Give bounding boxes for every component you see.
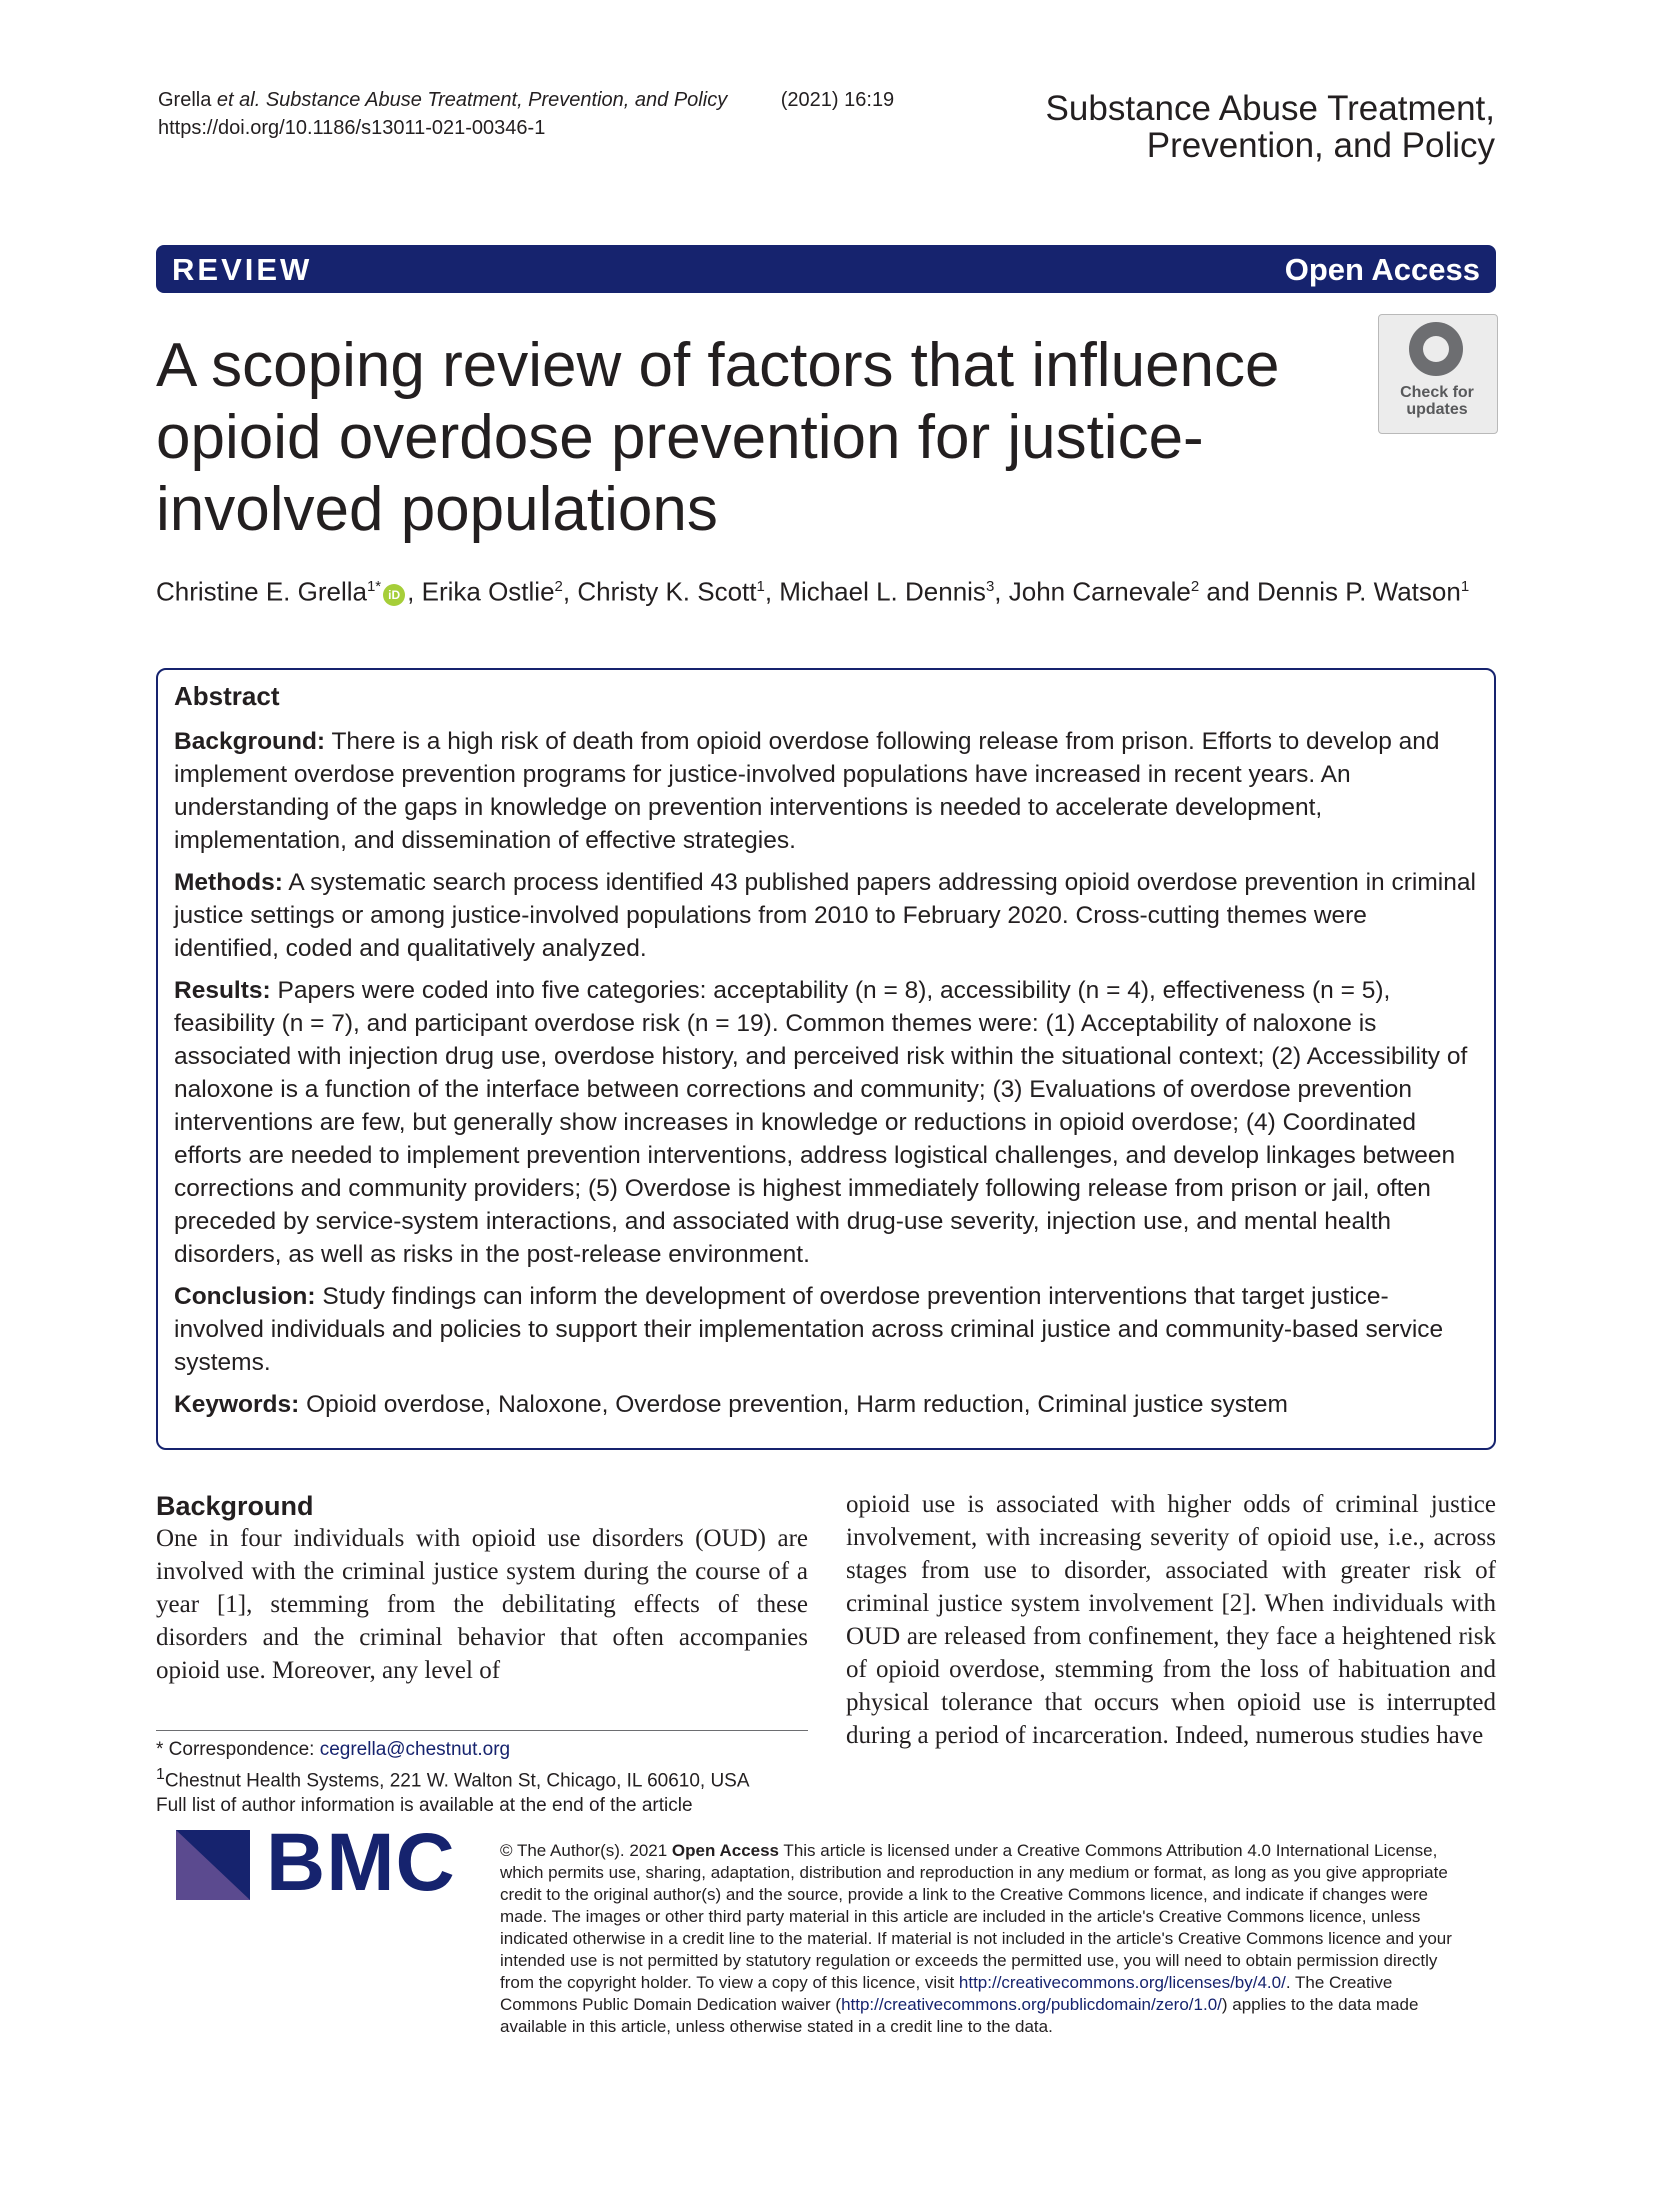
- author-affiliation: 1*: [366, 578, 382, 595]
- article-title: A scoping review of factors that influence opioid overdose prevention for justice-involved populations: [156, 331, 1280, 544]
- journal-name-line1: Substance Abuse Treatment,: [1045, 89, 1495, 128]
- author-affiliation: 1: [1460, 578, 1470, 595]
- citation-line: [158, 86, 894, 114]
- crossmark-icon-inner: [1423, 336, 1449, 362]
- body-paragraph: opioid use is associated with higher odds of criminal justice involvement, with increasing severity of opioid use, i.e., across stages from use to disorder, associated with greater risk of criminal justice system involvement [2]. When individuals with OUD are released from confinement, they face a heightened risk of opioid overdose, stemming from the loss of habituation and physical tolerance that occurs when opioid use is interrupted during a period of incarceration. Indeed, numerous studies have: [846, 1491, 1496, 1749]
- author-list: [156, 567, 1496, 612]
- license-statement: [500, 1840, 1460, 2038]
- author-name[interactable]: Erika Ostlie: [421, 576, 555, 607]
- affiliation-note: [156, 1762, 808, 1793]
- journal-name-line2: Prevention, and Policy: [1146, 126, 1495, 165]
- citation-year: (2021) 16:19: [780, 89, 895, 111]
- author-separator: ,: [407, 576, 422, 607]
- body-column-right: [846, 1488, 1496, 1752]
- author-affiliation: 2: [554, 578, 563, 595]
- citation-authors: Grella: [158, 89, 217, 111]
- author-separator: ,: [764, 576, 780, 607]
- abstract-conclusion-label: Conclusion:: [174, 1283, 316, 1310]
- author-name[interactable]: Michael L. Dennis: [779, 576, 986, 607]
- abstract-keywords-text: Opioid overdose, Naloxone, Overdose prevention, Harm reduction, Criminal justice system: [299, 1391, 1288, 1418]
- affiliation-sup: 1: [156, 1766, 165, 1783]
- doi-link[interactable]: https://doi.org/10.1186/s13011-021-00346-1: [158, 117, 546, 139]
- author-separator: ,: [994, 576, 1009, 607]
- author-name[interactable]: Dennis P. Watson: [1257, 576, 1461, 607]
- abstract-background-label: Background:: [174, 728, 326, 755]
- license-copyright: © The Author(s). 2021: [500, 1841, 672, 1860]
- check-for-updates-label: [1378, 384, 1496, 418]
- author-separator: ,: [562, 576, 578, 607]
- license-cc0-link[interactable]: http://creativecommons.org/publicdomain/zero/1.0/: [841, 1995, 1222, 2014]
- abstract-results-text: Papers were coded into five categories: acceptability (n = 8), accessibility (n = 4), effectiveness (n = 5), feasibility (n = 7), and participant overdose risk (n = 19). Common themes were: (1) Acceptability of naloxone is associated with injection drug use, overdose history, and perceived risk within the situational context; (2) Accessibility of naloxone is a function of the interface between corrections and community; (3) Evaluations of overdose prevention interventions are few, but generally show increases in knowledge or reductions in opioid overdose; (4) Coordinated efforts are needed to implement prevention interventions, address logistical challenges, and develop linkages between corrections and community providers; (5) Overdose is highest immediately following release from prison or jail, often preceded by service-system interactions, and associated with drug-use severity, injection use, and mental health disorders, as well as risks in the post-release environment.: [174, 977, 1468, 1268]
- citation-journal: et al. Substance Abuse Treatment, Prevention, and Policy: [216, 89, 728, 111]
- license-text: . The Creative Commons Public Domain Dedication waiver (: [500, 1973, 1393, 2014]
- correspondence-email-link[interactable]: cegrella@chestnut.org: [319, 1739, 511, 1760]
- abstract-results-label: Results:: [174, 977, 271, 1004]
- author-affiliation: 3: [985, 578, 995, 595]
- abstract-results: [174, 974, 1478, 1271]
- abstract-conclusion-text: Study findings can inform the development of overdose prevention interventions that target justice-involved individuals and policies to support their implementation across criminal justice and community-based service systems.: [174, 1283, 1444, 1376]
- bmc-logo-text: BMC: [266, 1817, 456, 1908]
- bmc-logo-icon: [176, 1830, 250, 1900]
- author-affiliation: 1: [756, 578, 765, 595]
- footnotes: [156, 1737, 808, 1818]
- license-text: ) applies to the data made available in this article, unless otherwise stated in a credit line to the data.: [500, 1995, 1419, 2036]
- abstract-background-text: There is a high risk of death from opioid overdose following release from prison. Efforts to develop and implement overdose prevention programs for justice-involved populations have increased in recent years. An understanding of the gaps in knowledge on prevention interventions is needed to accelerate development, implementation, and dissemination of effective strategies.: [174, 728, 1440, 854]
- abstract-keywords-label: Keywords:: [174, 1391, 300, 1418]
- open-access-label: Open Access: [1284, 252, 1480, 287]
- license-text: This article is licensed under a Creative Commons Attribution 4.0 International License, which permits use, sharing, adaptation, distribution and reproduction in any medium or format, as long as you give appropriate credit to the original author(s) and the source, provide a link to the Creative Commons licence, and indicate if changes were made. The images or other third party material in this article are included in the article's Creative Commons licence, unless indicated otherwise in a credit line to the material. If material is not included in the article's Creative Commons licence and your intended use is not permitted by statutory regulation or exceeds the permitted use, you will need to obtain permission directly from the copyright holder. To view a copy of this licence, visit: [500, 1841, 1452, 1992]
- updates-line2: updates: [1406, 401, 1468, 418]
- abstract-methods-text: A systematic search process identified 43 published papers addressing opioid overdose prevention in criminal justice settings or among justice-involved populations from 2010 to February 2020. Cross-cutting themes were identified, coded and qualitatively analyzed.: [174, 869, 1476, 962]
- journal-name: [935, 90, 1495, 164]
- abstract-conclusion: [174, 1280, 1478, 1379]
- body-paragraph: One in four individuals with opioid use disorders (OUD) are involved with the criminal justice system during the course of a year [1], stemming from the debilitating effects of these disorders and the criminal behavior that often accompanies opioid use. Moreover, any level of: [156, 1525, 808, 1684]
- author-separator: and: [1199, 576, 1258, 607]
- correspondence-label: * Correspondence:: [156, 1739, 320, 1760]
- author-name[interactable]: Christy K. Scott: [577, 576, 757, 607]
- license-open-access: Open Access: [671, 1841, 780, 1860]
- abstract-background: [174, 725, 1478, 857]
- abstract-methods-label: Methods:: [174, 869, 283, 896]
- author-name[interactable]: John Carnevale: [1008, 576, 1191, 607]
- body-column-left: [156, 1522, 808, 1687]
- abstract-keywords: [174, 1388, 1478, 1421]
- affiliation-text: Chestnut Health Systems, 221 W. Walton St, Chicago, IL 60610, USA: [164, 1770, 750, 1792]
- updates-line1: Check for: [1400, 384, 1474, 401]
- footnote-divider: [156, 1730, 808, 1731]
- section-heading-background: Background: [156, 1491, 314, 1521]
- license-cc-by-link[interactable]: http://creativecommons.org/licenses/by/4.0/: [958, 1973, 1286, 1992]
- correspondence-note: [156, 1737, 808, 1762]
- author-info-note: Full list of author information is available at the end of the article: [156, 1795, 693, 1817]
- abstract-content: [174, 680, 1478, 1430]
- orcid-icon[interactable]: iD: [383, 584, 405, 606]
- article-type-label: REVIEW: [172, 252, 313, 287]
- abstract-methods: [174, 866, 1478, 965]
- author-affiliation: 2: [1190, 578, 1200, 595]
- abstract-heading: Abstract: [174, 681, 280, 711]
- author-name[interactable]: Christine E. Grella: [156, 576, 367, 607]
